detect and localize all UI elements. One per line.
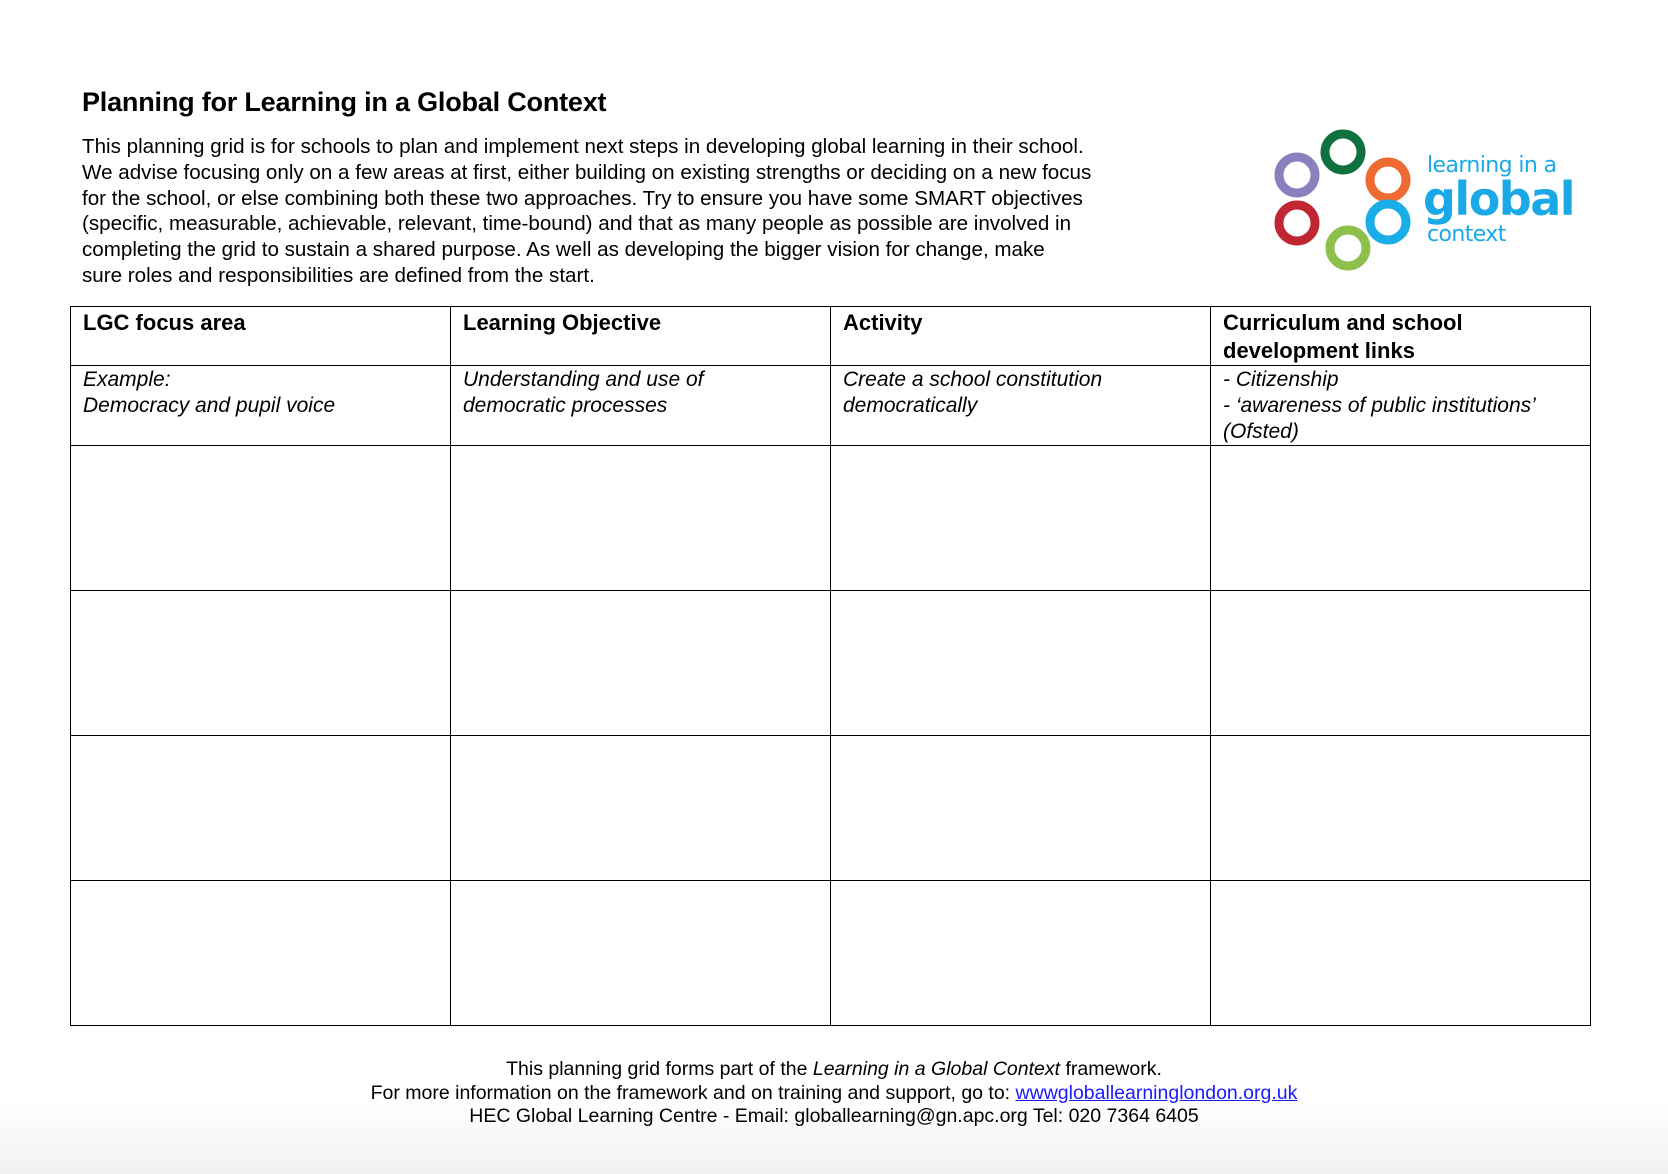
intro-line: (specific, measurable, achievable, relevant, time-bound) and that as many people as possible are involved in: [82, 212, 1072, 236]
footer-line-more-info: [0, 1082, 1668, 1106]
header-label: LGC focus area: [83, 310, 246, 335]
logo-text-context: context: [1427, 222, 1506, 247]
table-row: [71, 881, 1591, 1026]
blank-cell[interactable]: [1211, 881, 1591, 1026]
example-activity-cell[interactable]: [831, 366, 1211, 446]
intro-line: sure roles and responsibilities are defined from the start.: [82, 263, 595, 287]
intro-paragraph: [82, 134, 1091, 289]
cell-text: - ‘awareness of public institutions’: [1223, 394, 1536, 417]
cell-text: democratically: [843, 394, 978, 417]
header-label: development links: [1223, 338, 1415, 363]
table-row: [71, 591, 1591, 736]
green-ring-icon: [1325, 134, 1361, 170]
framework-name: Learning in a Global Context: [812, 1058, 1061, 1080]
footer-text: framework.: [1060, 1058, 1162, 1080]
cell-text: democratic processes: [463, 394, 668, 417]
blank-cell[interactable]: [451, 446, 831, 591]
blank-cell[interactable]: [1211, 446, 1591, 591]
red-ring-icon: [1279, 205, 1315, 241]
header-label: Curriculum and school: [1223, 310, 1463, 335]
header-label: Learning Objective: [463, 310, 662, 335]
cell-text: Democracy and pupil voice: [83, 394, 336, 417]
intro-line: completing the grid to sustain a shared purpose. As well as developing the bigger vision for change, make: [82, 238, 1045, 262]
header-curriculum-links: [1211, 307, 1591, 366]
table-row: [71, 446, 1591, 591]
example-curriculum-links-cell[interactable]: [1211, 366, 1591, 446]
cell-text: Example:: [83, 368, 171, 391]
header-activity: [831, 307, 1211, 366]
table-example-row: [71, 366, 1591, 446]
intro-line: We advise focusing only on a few areas at first, either building on existing strengths or deciding on a new focus: [82, 160, 1092, 184]
blank-cell[interactable]: [831, 591, 1211, 736]
blank-cell[interactable]: [831, 736, 1211, 881]
footer-line-contact: HEC Global Learning Centre - Email: globallearning@gn.apc.org Tel: 020 7364 6405: [469, 1105, 1199, 1127]
logo-text-learning-in-a: learning in a: [1427, 153, 1557, 178]
page-footer: [0, 1058, 1668, 1129]
blank-cell[interactable]: [451, 881, 831, 1026]
intro-line: This planning grid is for schools to plan and implement next steps in developing global learning in their school.: [82, 135, 1084, 158]
purple-ring-icon: [1279, 157, 1315, 193]
cell-text: (Ofsted): [1223, 420, 1299, 443]
planning-grid-table: [70, 306, 1591, 1026]
logo-text-global: global: [1423, 172, 1575, 226]
cell-text: - Citizenship: [1223, 368, 1339, 391]
example-focus-area-cell[interactable]: [71, 366, 451, 446]
footer-line-framework: [0, 1058, 1668, 1082]
header-learning-objective: [451, 307, 831, 366]
website-link[interactable]: wwwgloballearninglondon.org.uk: [1015, 1081, 1298, 1104]
intro-line: for the school, or else combining both these two approaches. Try to ensure you have some SMART objectives: [82, 186, 1083, 210]
blank-cell[interactable]: [451, 736, 831, 881]
lime-ring-icon: [1330, 230, 1366, 266]
blank-cell[interactable]: [71, 446, 451, 591]
blank-cell[interactable]: [1211, 736, 1591, 881]
blank-cell[interactable]: [831, 881, 1211, 1026]
blank-cell[interactable]: [71, 881, 451, 1026]
cell-text: Understanding and use of: [463, 368, 704, 391]
table-header-row: [71, 307, 1591, 366]
blank-cell[interactable]: [71, 591, 451, 736]
example-learning-objective-cell[interactable]: [451, 366, 831, 446]
blank-cell[interactable]: [1211, 591, 1591, 736]
header-label: Activity: [843, 310, 923, 335]
learning-in-a-global-context-logo: [1270, 125, 1580, 285]
footer-text: For more information on the framework and on training and support, go to:: [370, 1081, 1016, 1104]
blue-ring-icon: [1370, 204, 1406, 240]
cell-text: Create a school constitution: [843, 368, 1103, 391]
page-title: Planning for Learning in a Global Context: [82, 87, 607, 117]
table-row: [71, 736, 1591, 881]
footer-text: This planning grid forms part of the: [506, 1058, 813, 1080]
blank-cell[interactable]: [71, 736, 451, 881]
blank-cell[interactable]: [451, 591, 831, 736]
blank-cell[interactable]: [831, 446, 1211, 591]
orange-ring-icon: [1370, 162, 1406, 198]
header-lgc-focus-area: [71, 307, 451, 366]
rings-logo-icon: [1270, 125, 1420, 285]
